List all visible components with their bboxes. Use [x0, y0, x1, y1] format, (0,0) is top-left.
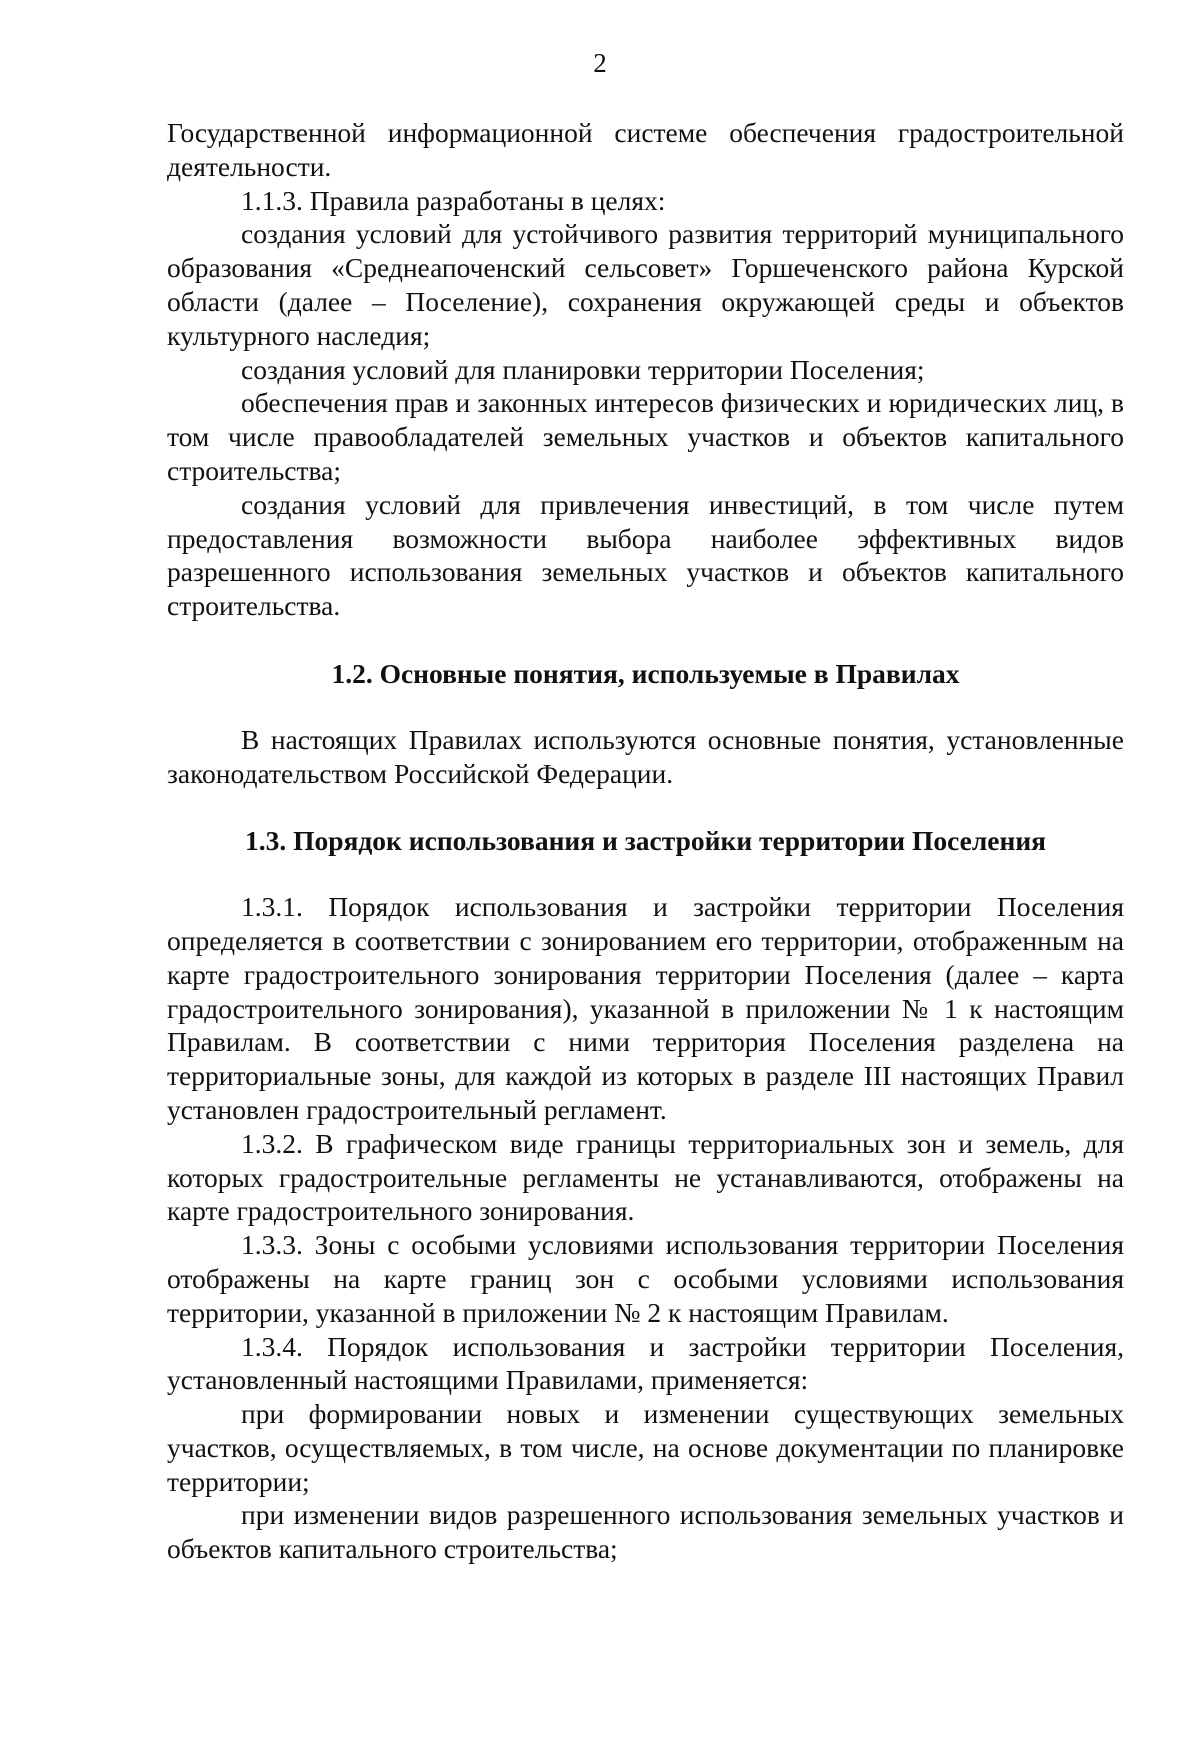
paragraph: при изменении видов разрешенного использования земельных участков и объектов капитального строительства;: [167, 1499, 1124, 1565]
paragraph: обеспечения прав и законных интересов физических и юридических лиц, в том числе правообладателей земельных участков и объектов капитального строительства;: [167, 387, 1124, 486]
paragraph: при формировании новых и изменении существующих земельных участков, осуществляемых, в том числе, на основе документации по планировке территории;: [167, 1398, 1124, 1497]
paragraph: 1.3.2. В графическом виде границы территориальных зон и земель, для которых градостроительные регламенты не устанавливаются, отображены на карте градостроительного зонирования.: [167, 1127, 1124, 1227]
section-gap: [167, 858, 1124, 890]
page-number: 2: [593, 48, 607, 78]
paragraph: создания условий для планировки территории Поселения;: [241, 353, 925, 385]
section-gap: [167, 790, 1124, 824]
section-gap: [167, 623, 1124, 657]
paragraph: 1.3.3. Зоны с особыми условиями использования территории Поселения отображены на карте границ зон с особыми условиями использования территории, указанной в приложении № 2 к настоящим Правилам.: [167, 1229, 1124, 1328]
section-heading: 1.3. Порядок использования и застройки территории Поселения: [244, 825, 1047, 857]
paragraph: В настоящих Правилах используются основные понятия, установленные законодательством Российской Федерации.: [167, 723, 1124, 789]
paragraph: 1.1.3. Правила разработаны в целях:: [241, 184, 666, 216]
paragraph: создания условий для привлечения инвестиций, в том числе путем предоставления возможности выбора наиболее эффективных видов разрешенного использования земельных участков и объектов капитального строительства.: [167, 488, 1124, 622]
paragraph: Государственной информационной системе обеспечения градостроительной деятельности.: [167, 117, 1124, 182]
paragraph: 1.3.4. Порядок использования и застройки территории Поселения, установленный настоящими Правилами, применяется:: [167, 1330, 1124, 1396]
paragraph: создания условий для устойчивого развития территорий муниципального образования «Среднеапоченский сельсовет» Горшеченского района Курской области (далее – Поселение), сохранения окружающей среды и объектов культурного наследия;: [167, 218, 1124, 351]
section-heading: 1.2. Основные понятия, используемые в Правилах: [331, 657, 960, 689]
section-gap: [167, 691, 1124, 723]
paragraph: 1.3.1. Порядок использования и застройки территории Поселения определяется в соответствии с зонированием его территории, отображенным на карте градостроительного зонирования территории Поселения (далее – карта градостроительного зонирования), указанной в приложении № 1 к настоящим Правилам. В соответствии с ними территория Поселения разделена на территориальные зоны, для каждой из которых в разделе III настоящих Правил установлен градостроительный регламент.: [167, 891, 1124, 1125]
document-body: [167, 116, 1124, 1566]
